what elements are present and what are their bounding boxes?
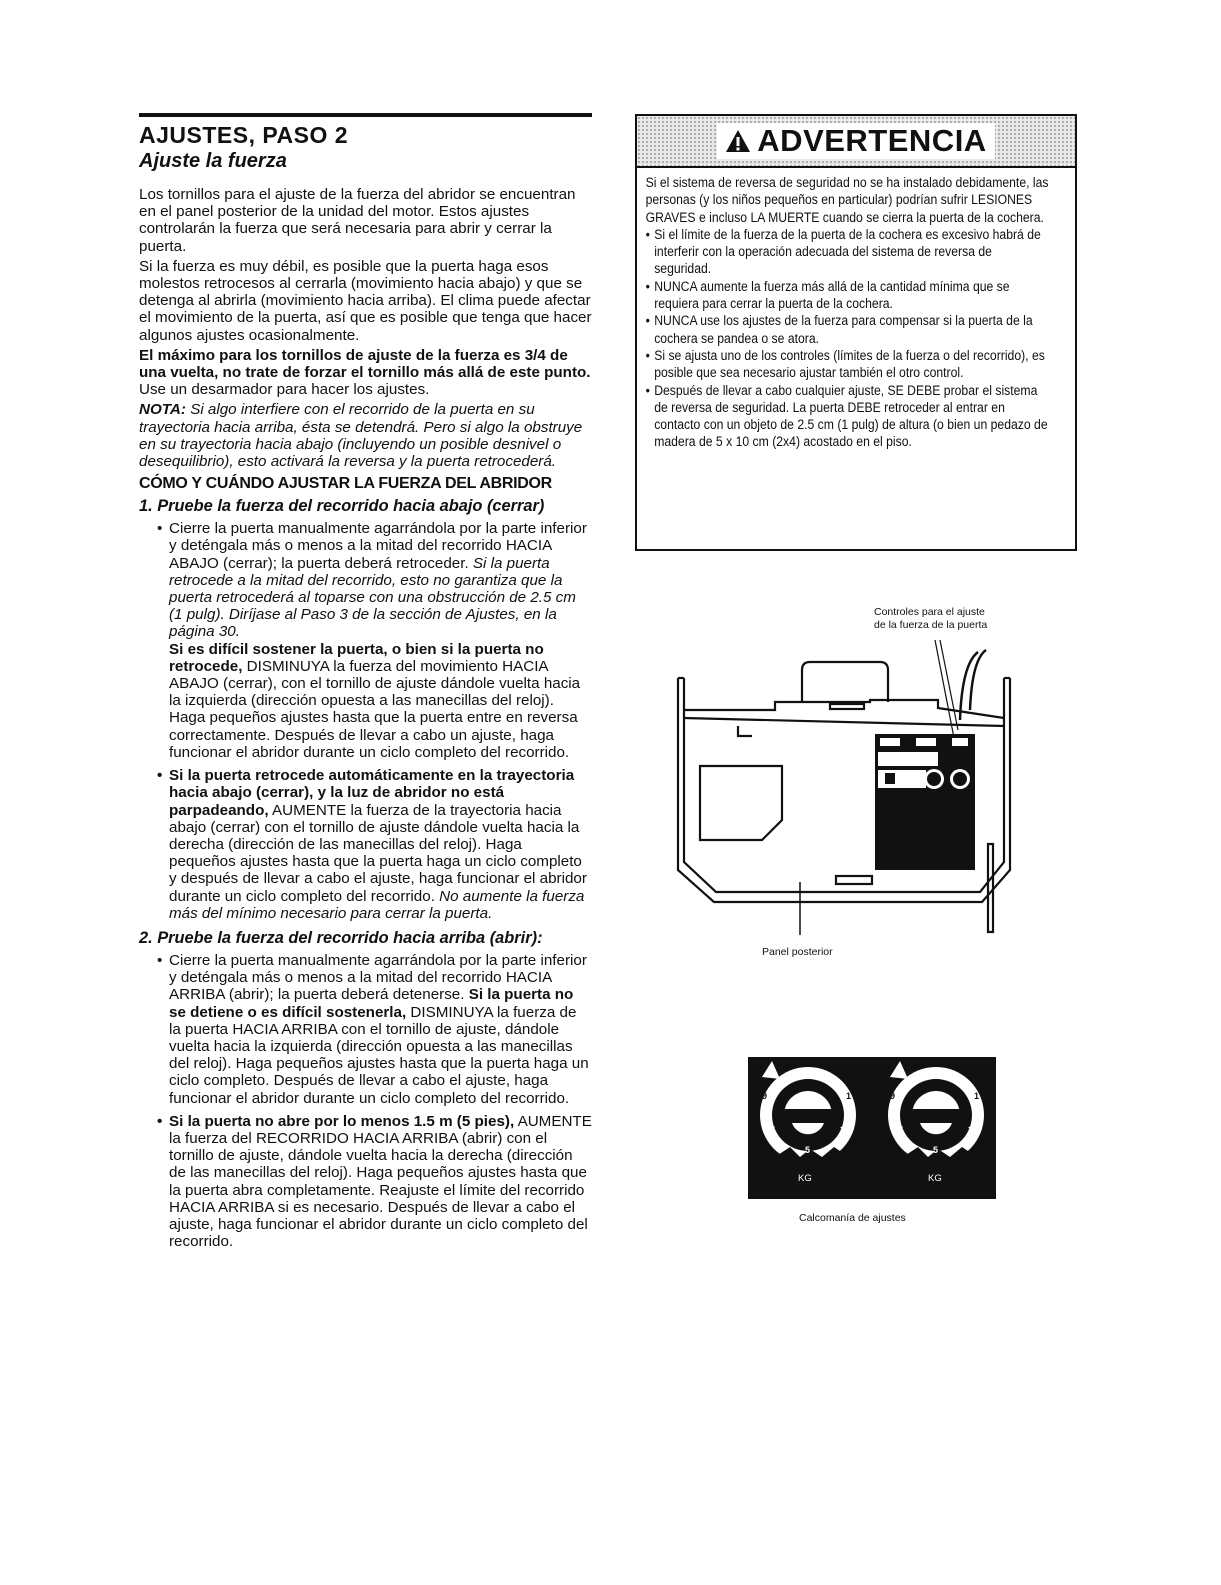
callout-line-1: Controles para el ajuste [874,606,985,618]
bullet-icon: • [157,1112,163,1130]
warning-item-text: NUNCA use los ajustes de la fuerza para compensar si la puerta de la cochera se pandea o se atora. [654,313,1033,347]
warning-item [646,313,1050,348]
step2-b2-bold: Si la puerta no abre por lo menos 1.5 m (5 pies), [169,1112,515,1130]
step1-heading: 1. Pruebe la fuerza del recorrido hacia abajo (cerrar) [139,497,545,516]
warning-item-text: Después de llevar a cabo cualquier ajuste, SE DEBE probar el sistema de reversa de seguridad. La puerta DEBE retroceder al entrar en contacto con un objeto de 2.5 cm (1 pulg) de altura (o bien un pedazo de madera de 5 x 10 cm (2x4) acostado en el piso. [654,382,1048,451]
step1-b1-bold: Si es difícil sostener la puerta, o bien si la puerta no retrocede, [169,640,544,675]
intro-paragraph-3 [139,347,592,399]
bullet-icon: • [645,278,650,295]
dial-number: 1 [974,1091,980,1101]
decal-caption: Calcomanía de ajustes [799,1212,906,1224]
step1-b2-text: AUMENTE la fuerza de la trayectoria hacia abajo (cerrar) con el tornillo de ajuste dándole vuelta hacia la derecha (dirección de las manecillas del reloj). Haga pequeños ajustes hasta que la puerta haga un ciclo completo y después de llevar a cabo el ajuste, haga funcionar el abridor durante un ciclo completo del recorrido. [169,801,587,905]
step1-b1-text: Cierre la puerta manualmente agarrándola por la parte inferior y deténgala más o menos a la mitad del recorrido HACIA ABAJO (cerrar); la puerta deberá retroceder. [169,520,587,572]
warning-item [646,383,1050,452]
dial-number: 9 [890,1091,896,1101]
warning-item-text: Si el límite de la fuerza de la puerta de la cochera es excesivo habrá de interferir con la operación adecuada del sistema de reversa de seguridad. [654,226,1041,278]
nota-text: Si algo interfiere con el recorrido de la puerta en su trayectoria hacia arriba, ésta se detendrá. Pero si algo la obstruye en su trayectoria hacia abajo (incluyendo un posible desnivel o desequilibrio), esto activará la reversa y la puerta retrocederá. [139,401,583,471]
step1-b2-italic: No aumente la fuerza más del mínimo necesario para cerrar la puerta. [169,887,585,922]
screwdriver-note: Use un desarmador para hacer los ajustes. [139,381,430,399]
dial-number: 7 [770,1125,776,1135]
rear-panel-illustration [670,630,1030,940]
unit-label: KG [798,1173,812,1184]
warning-header [637,116,1075,168]
force-controls-callout [874,606,987,632]
step1-b1-italic: Si la puerta retrocede a la mitad del recorrido, esto no garantiza que la puerta retrocederá al toparse con una obstrucción de 2.5 cm (1 pulg). Diríjase al Paso 3 de la sección de Ajustes, en la página 30. [169,554,576,641]
warning-item-text: NUNCA aumente la fuerza más allá de la cantidad mínima que se requiera para cerrar la puerta de la cochera. [654,278,1010,313]
step2-bullet-2 [139,1113,592,1251]
dial-number: 1 [846,1091,852,1101]
dial-number: 7 [898,1125,904,1135]
warning-item [646,227,1050,279]
bullet-icon: • [157,767,163,785]
panel-caption: Panel posterior [762,946,833,958]
bullet-icon: • [645,382,650,399]
step2-b2-text: AUMENTE la fuerza del RECORRIDO HACIA ARRIBA (abrir) con el tornillo de ajuste, dándole vuelta hacia la derecha (dirección de las manecillas del reloj). Haga pequeños ajustes hasta que la puerta abra completamente. Reajuste el límite del recorrido HACIA ARRIBA si es necesario. Después de llevar a cabo el ajuste, haga funcionar el abridor durante un ciclo completo del recorrido. [169,1112,592,1251]
nota-label: NOTA: [139,401,186,419]
adjustment-decal-illustration [748,1057,996,1199]
section-rule [139,113,592,117]
step2-b1-bold: Si la puerta no se detiene o es difícil sostenerla, [169,986,574,1021]
step1-b2-bold: Si la puerta retrocede automáticamente en la trayectoria hacia abajo (cerrar), y la luz de abridor no está parpadeando, [169,767,575,819]
callout-line-2: de la fuerza de la puerta [874,619,988,631]
unit-label: KG [928,1173,942,1184]
intro-paragraph-1: Los tornillos para el ajuste de la fuerza del abridor se encuentran en el panel posterior de la unidad del motor. Estos ajustes controlarán la fuerza que será necesaria para abrir y cerrar la puerta. [139,186,576,255]
warning-box [635,114,1077,551]
warning-body [637,168,1058,452]
warning-item-text: Si se ajusta uno de los controles (límites de la fuerza o del recorrido), es posible que sea necesario ajustar también el otro control. [654,347,1045,382]
step2-b1-text: Cierre la puerta manualmente agarrándola por la parte inferior y deténgala más o menos a la mitad del recorrido HACIA ARRIBA (abrir); la puerta deberá detenerse. [169,951,587,1004]
how-heading: CÓMO Y CUÁNDO AJUSTAR LA FUERZA DEL ABRIDOR [139,475,552,493]
step1-bullet-1 [139,520,592,761]
dial-number: 9 [762,1091,768,1101]
bullet-icon: • [157,951,163,969]
instructions-column [139,113,592,1256]
bullet-icon: • [645,313,650,330]
step2-heading: 2. Pruebe la fuerza del recorrido hacia arriba (abrir): [139,928,543,947]
step1-bullet-2 [139,767,592,922]
dial-number: 3 [840,1125,846,1135]
max-turn-warning: El máximo para los tornillos de ajuste de la fuerza es 3/4 de una vuelta, no trate de forzar el tornillo más allá de este punto. [139,346,591,382]
warning-item [646,348,1050,383]
section-title: AJUSTES, PASO 2 [139,122,349,148]
bullet-icon: • [645,226,650,243]
section-subtitle: Ajuste la fuerza [139,150,287,172]
step2-bullet-1 [139,952,592,1107]
step1-b1-rest: DISMINUYA la fuerza del movimiento HACIA ABAJO (cerrar), con el tornillo de ajuste dándole vuelta hacia la izquierda (dirección opuesta a las manecillas del reloj). Haga pequeños ajustes hasta que la puerta entre en reversa correctamente. Después de llevar a cabo un ajuste, haga funcionar el abridor durante un ciclo completo del recorrido. [169,657,581,761]
bullet-icon: • [645,347,650,364]
warning-triangle-icon [725,129,751,153]
dial-number: 5 [805,1145,811,1155]
nota-paragraph [139,401,592,470]
dial-number: 3 [968,1125,974,1135]
warning-title: ADVERTENCIA [757,123,987,158]
intro-paragraph-2: Si la fuerza es muy débil, es posible que la puerta haga esos molestos retrocesos al cerrarla (movimiento hacia abajo) y que se detenga al abrirla (movimiento hacia arriba). El clima puede afectar el movimiento de la puerta, así que es posible que tenga que hacer algunos ajustes ocasionalmente. [139,257,592,344]
step2-b1-rest: DISMINUYA la fuerza de la puerta HACIA ARRIBA con el tornillo de ajuste, dándole vuelta hacia la izquierda (dirección opuesta a las manecillas del reloj). Haga pequeños ajustes hasta que la puerta haga un ciclo completo. Después de llevar a cabo el ajuste, haga funcionar el abridor durante un ciclo completo del recorrido. [169,1003,589,1107]
warning-intro: Si el sistema de reversa de seguridad no se ha instalado debidamente, las personas (y los niños pequeños en particular) podrían sufrir LESIONES GRAVES e incluso LA MUERTE cuando se cierra la puerta de la cochera. [645,175,1049,226]
warning-item [646,279,1050,314]
dial-number: 5 [933,1145,939,1155]
bullet-icon: • [157,520,163,538]
